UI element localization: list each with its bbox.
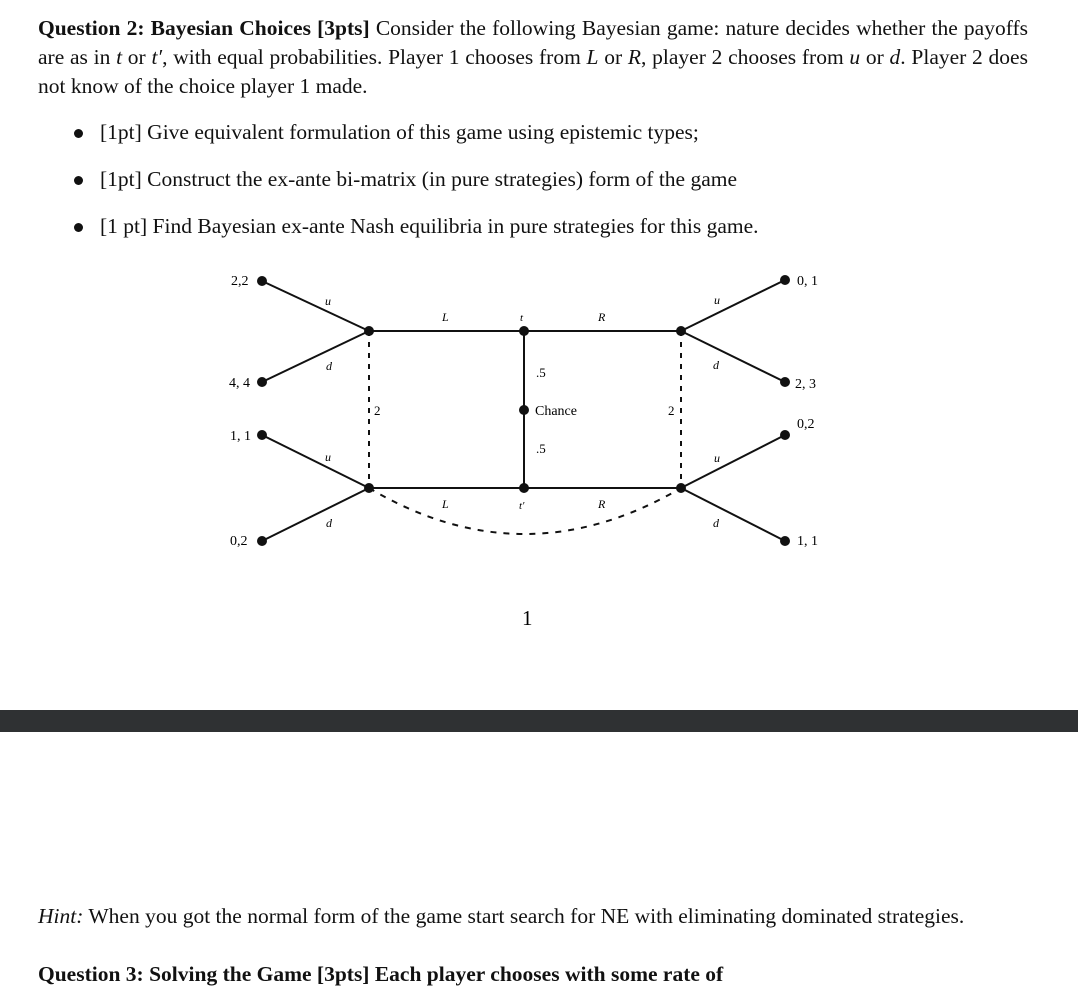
question-heading: Question 2: Bayesian Choices [3pts] <box>38 16 370 40</box>
payoff-label: 4, 4 <box>229 376 250 391</box>
action-label: d <box>326 516 332 530</box>
task-text: Construct the ex-ante bi-matrix (in pure strategies) form of the game <box>141 167 738 191</box>
task-points: [1 pt] <box>100 214 148 238</box>
edge-d <box>262 331 369 382</box>
task-points: [1pt] <box>100 167 142 191</box>
task-text: Give equivalent formulation of this game using epistemic types; <box>141 120 699 144</box>
type-t-prime: t′ <box>151 45 163 69</box>
terminal-node <box>780 377 790 387</box>
decision-node <box>676 483 686 493</box>
terminal-node <box>257 536 267 546</box>
edge-u <box>262 281 369 331</box>
chance-label: Chance <box>535 404 577 419</box>
payoff-label: 0,2 <box>230 534 248 549</box>
terminal-node <box>780 430 790 440</box>
action-label: L <box>442 497 449 511</box>
action-u: u <box>849 45 861 69</box>
edge-u <box>681 435 785 488</box>
decision-node <box>519 483 529 493</box>
decision-node <box>364 326 374 336</box>
player-label: 2 <box>374 403 381 418</box>
type-t: t <box>116 45 123 69</box>
action-label: d <box>326 359 332 373</box>
edge-d <box>681 331 785 382</box>
decision-node <box>519 326 529 336</box>
task-points: [1pt] <box>100 120 142 144</box>
player-label: 2 <box>668 403 675 418</box>
question-text: , player 2 chooses from <box>641 45 850 69</box>
edge-u <box>262 435 369 488</box>
action-label: u <box>714 451 720 465</box>
edge-d <box>681 488 785 541</box>
question-text: . Player 2 does not know of the choice player 1 made. <box>38 45 1028 98</box>
type-label: t <box>520 312 524 324</box>
hint-text: When you got the normal form of the game start search for NE with eliminating dominated strategies. <box>83 904 965 928</box>
action-label: d <box>713 358 719 372</box>
payoff-label: 0, 1 <box>797 274 818 289</box>
player-label: 1 <box>522 606 533 630</box>
payoff-label: 2, 3 <box>795 377 816 392</box>
action-label: R <box>598 497 606 511</box>
action-label: R <box>598 310 606 324</box>
action-label: L <box>442 310 449 324</box>
terminal-node <box>257 276 267 286</box>
hint-paragraph <box>38 902 1028 931</box>
payoff-label: 0,2 <box>797 417 815 432</box>
question-text: or <box>598 45 628 69</box>
action-label: d <box>713 516 719 530</box>
action-R: R <box>627 45 642 69</box>
page-separator-bar <box>0 710 1078 732</box>
edge-d <box>262 488 369 541</box>
edge-u <box>681 280 785 331</box>
question-text: or <box>122 45 152 69</box>
info-set-player1 <box>369 488 681 534</box>
task-text: Find Bayesian ex-ante Nash equilibria in pure strategies for this game. <box>147 214 759 238</box>
question-text: Consider the following Bayesian game: nature decides whether the payoffs are as in <box>38 16 1029 69</box>
terminal-node <box>780 536 790 546</box>
question-text: or <box>860 45 890 69</box>
type-label: t′ <box>519 500 525 512</box>
payoff-label: 1, 1 <box>797 534 818 549</box>
action-label: u <box>325 294 331 308</box>
terminal-node <box>257 377 267 387</box>
probability-label: .5 <box>536 441 546 456</box>
decision-node <box>364 483 374 493</box>
chance-node <box>519 405 529 415</box>
action-label: u <box>325 450 331 464</box>
payoff-label: 2,2 <box>231 274 249 289</box>
decision-node <box>676 326 686 336</box>
terminal-node <box>780 275 790 285</box>
action-label: u <box>714 293 720 307</box>
next-question-cutoff <box>38 960 1028 986</box>
probability-label: .5 <box>536 365 546 380</box>
action-L: L <box>586 45 599 69</box>
payoff-label: 1, 1 <box>230 429 251 444</box>
question-text: , with equal probabilities. Player 1 chooses from <box>162 45 587 69</box>
terminal-node <box>257 430 267 440</box>
next-question-text: Question 3: Solving the Game [3pts] Each player chooses with some rate of <box>38 962 724 986</box>
hint-label: Hint: <box>38 904 84 928</box>
action-d: d <box>889 45 901 69</box>
